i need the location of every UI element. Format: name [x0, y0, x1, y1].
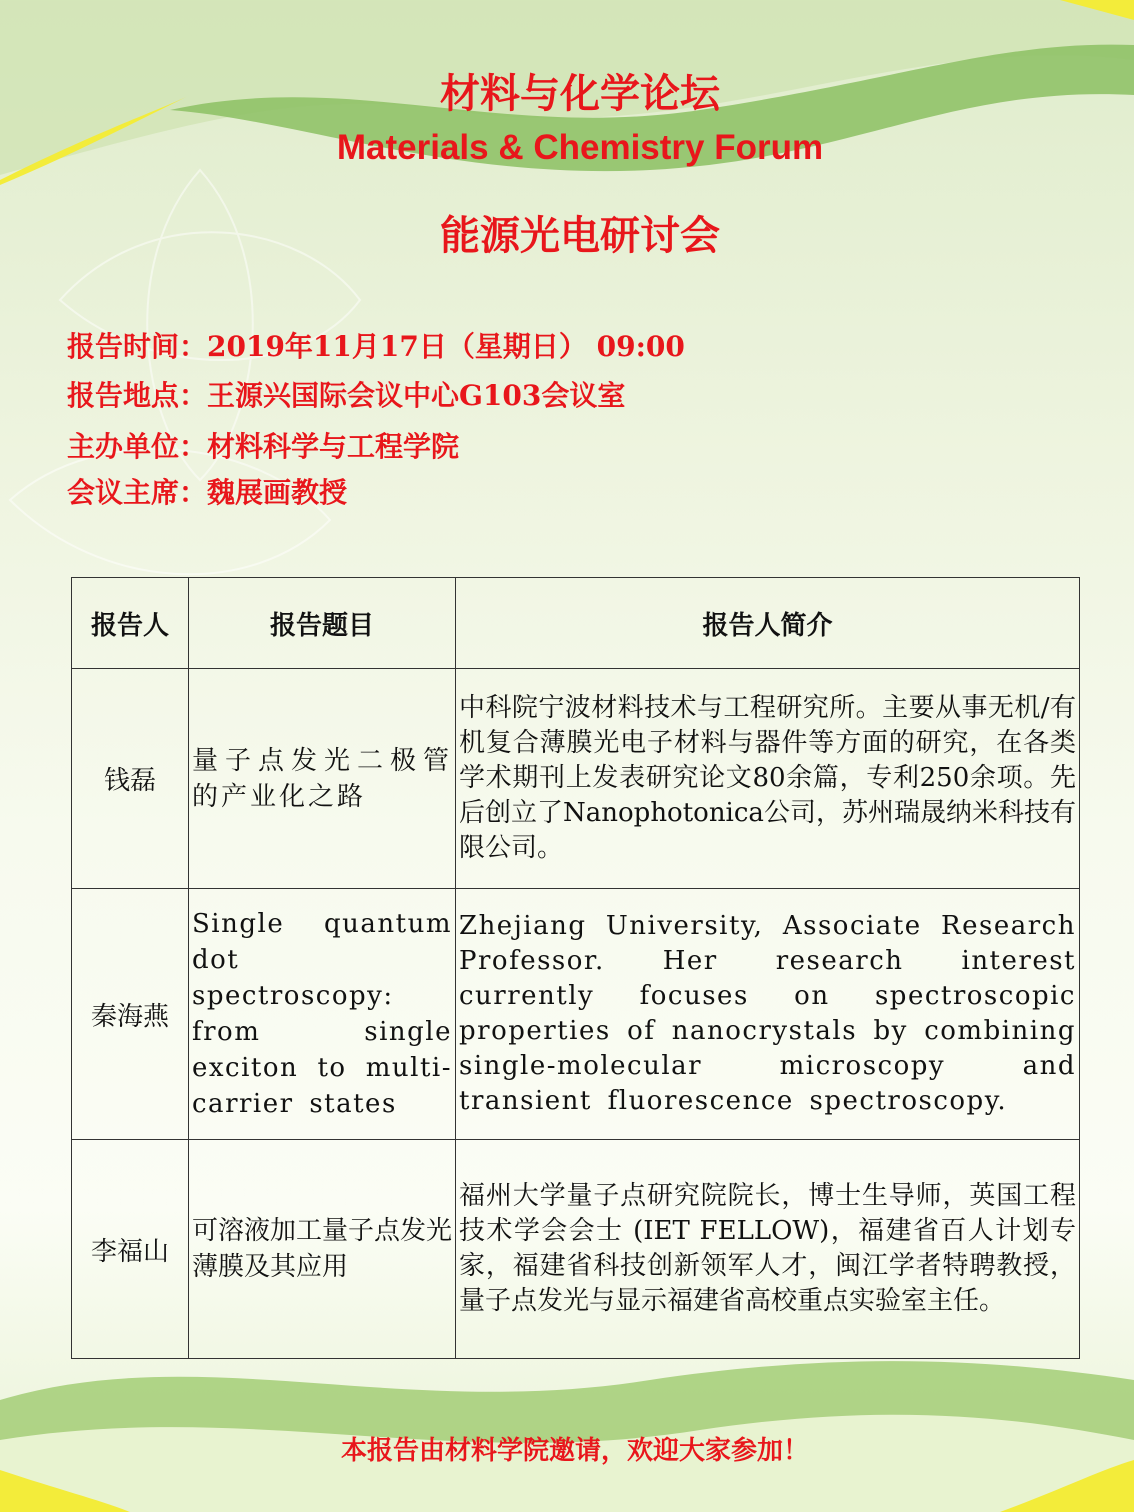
title-chinese: 材料与化学论坛 — [440, 71, 720, 117]
table-header-row — [72, 578, 1080, 669]
speaker-name: 秦海燕 — [72, 889, 189, 1140]
speaker-bio: 中科院宁波材料技术与工程研究所。主要从事无机/有机复合薄膜光电子材料与器件等方面的研究，在各类学术期刊上发表研究论文80余篇，专利250余项。先后创立了Nanophotonica公司，苏州瑞晟纳米科技有限公司。 — [456, 669, 1080, 889]
subtitle: 能源光电研讨会 — [440, 213, 720, 259]
info-time: 报告时间：2019年11月17日（星期日） 09:00 — [67, 330, 685, 363]
info-location: 报告地点：王源兴国际会议中心G103会议室 — [67, 379, 626, 412]
talk-topic: 量子点发光二极管的产业化之路 — [189, 669, 456, 889]
info-chair: 会议主席：魏展画教授 — [67, 476, 348, 509]
speaker-name: 李福山 — [72, 1140, 189, 1359]
speaker-name: 钱磊 — [72, 669, 189, 889]
header-bio: 报告人简介 — [456, 578, 1080, 669]
talk-topic: 可溶液加工量子点发光薄膜及其应用 — [189, 1140, 456, 1359]
talk-topic: Single quantum dot spectroscopy: from single exciton to multi-carrier states — [189, 889, 456, 1140]
speaker-bio: 福州大学量子点研究院院长，博士生导师，英国工程技术学会会士 (IET FELLOW)，福建省百人计划专家，福建省科技创新领军人才，闽江学者特聘教授，量子点发光与显示福建省高校重点实验室主任。 — [456, 1140, 1080, 1359]
info-organizer: 主办单位：材料科学与工程学院 — [67, 430, 460, 463]
header-topic: 报告题目 — [189, 578, 456, 669]
speaker-bio: Zhejiang University, Associate Research Professor. Her research interest currently focuses on spectroscopic properties of nanocrystals by combining single-molecular microscopy and transient fluorescence spectroscopy. — [456, 889, 1080, 1140]
header-speaker: 报告人 — [72, 578, 189, 669]
table-row — [72, 669, 1080, 889]
table-row — [72, 1140, 1080, 1359]
table-row — [72, 889, 1080, 1140]
speaker-table — [71, 577, 1080, 1359]
title-english: Materials & Chemistry Forum — [336, 128, 824, 167]
footer-invitation: 本报告由材料学院邀请，欢迎大家参加！ — [340, 1436, 809, 1466]
